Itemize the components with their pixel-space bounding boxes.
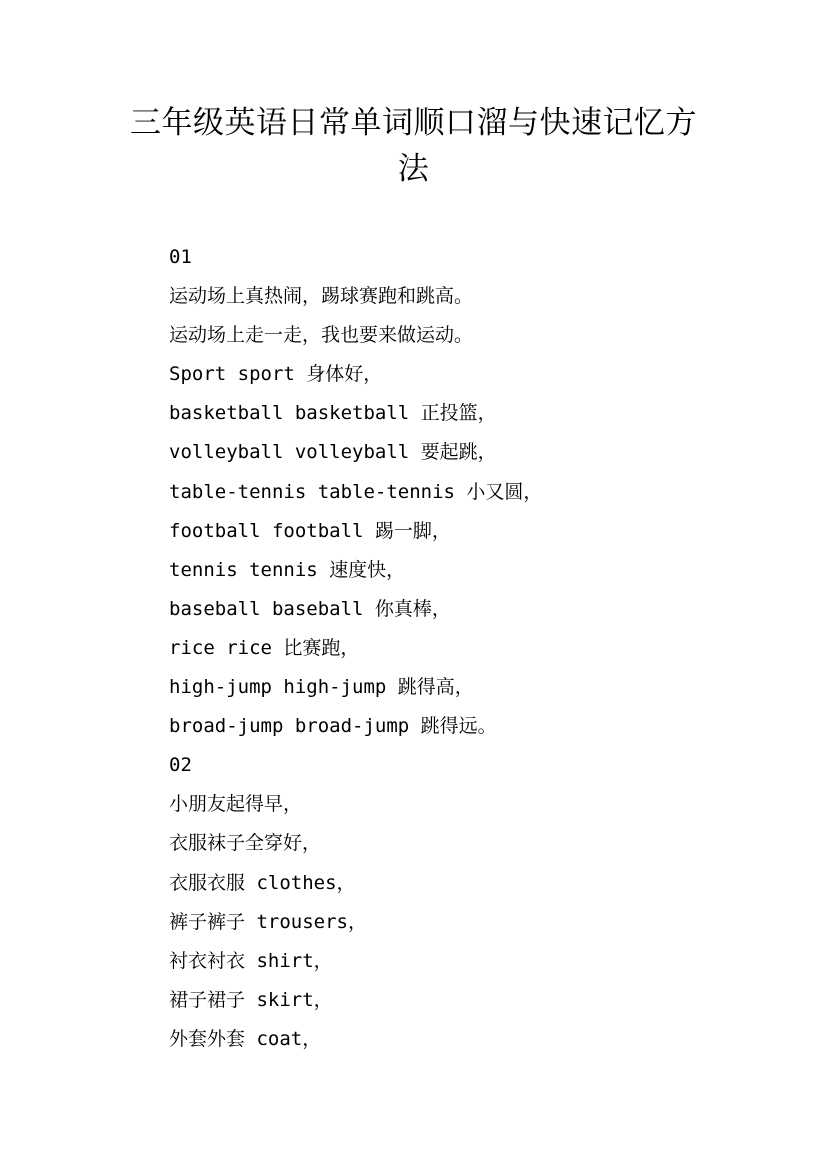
title-line-1: 三年级英语日常单词顺口溜与快速记忆方	[130, 105, 697, 141]
text-line: high-jump high-jump 跳得高，	[169, 676, 474, 699]
text-line: 小朋友起得早，	[169, 793, 303, 816]
text-line: baseball baseball 你真棒，	[169, 597, 451, 620]
text-line: 运动场上走一走，我也要来做运动。	[169, 324, 474, 347]
text-line: 裙子裙子 skirt，	[169, 988, 333, 1011]
section-number-02: 02	[169, 754, 192, 777]
text-line: volleyball volleyball 要起跳，	[169, 441, 497, 464]
text-line: Sport sport 身体好，	[169, 363, 383, 386]
text-line: 裤子裤子 trousers，	[169, 910, 367, 933]
text-line: basketball basketball 正投篮，	[169, 402, 497, 425]
text-line: rice rice 比赛跑，	[169, 636, 360, 659]
document-title	[120, 100, 707, 192]
text-line: 衬衣衬衣 shirt，	[169, 949, 333, 972]
text-line: 外套外套 coat，	[169, 1027, 322, 1050]
text-line: table-tennis table-tennis 小又圆，	[169, 480, 543, 503]
title-line-2: 法	[397, 151, 430, 187]
text-line: 衣服衣服 clothes，	[169, 871, 356, 894]
document-body	[169, 238, 729, 1059]
text-line: broad-jump broad-jump 跳得远。	[169, 715, 497, 738]
text-line: football football 踢一脚，	[169, 519, 451, 542]
text-line: 衣服袜子全穿好，	[169, 832, 322, 855]
section-number-01: 01	[169, 246, 192, 268]
text-line: tennis tennis 速度快，	[169, 558, 406, 581]
text-line: 运动场上真热闹，踢球赛跑和跳高。	[169, 285, 474, 308]
